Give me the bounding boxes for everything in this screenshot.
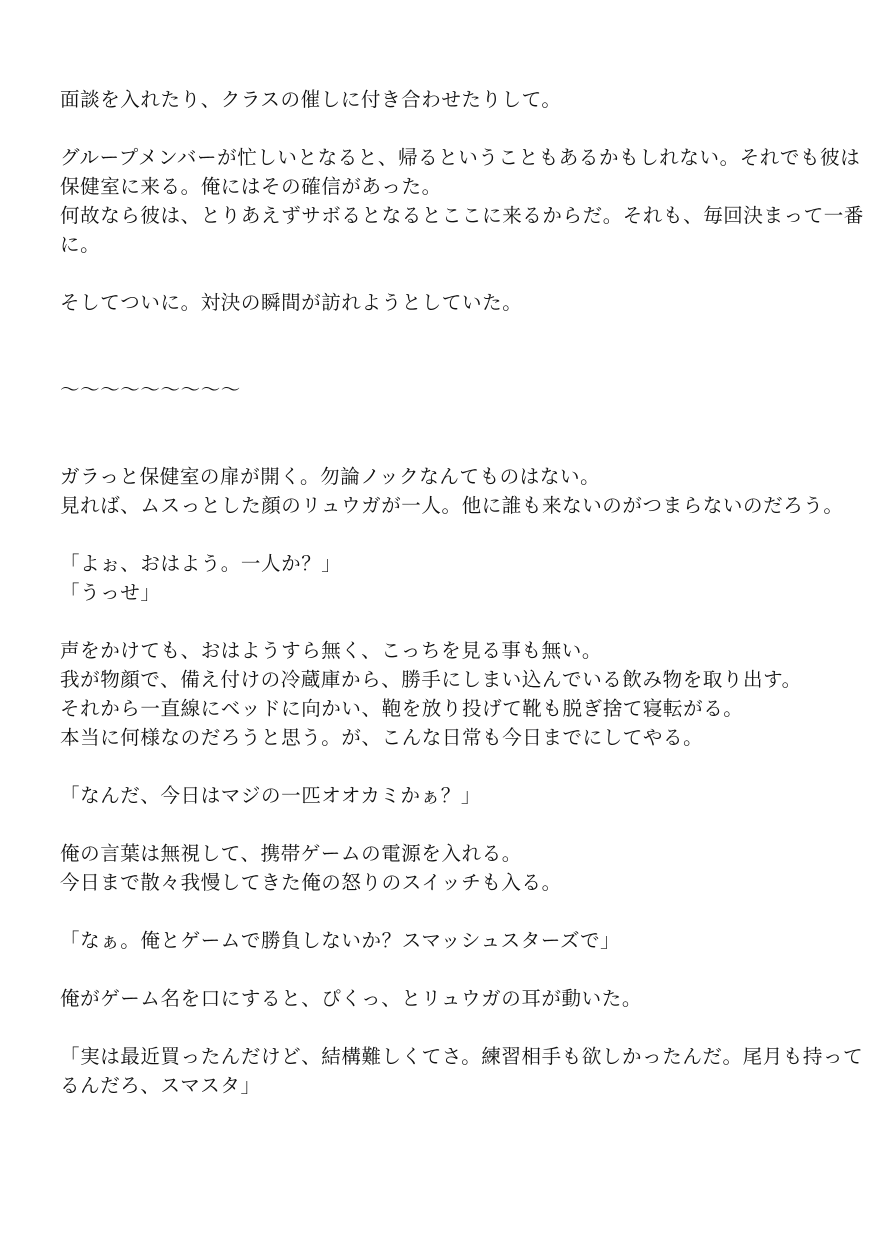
text-line: 我が物顔で、備え付けの冷蔵庫から、勝手にしまい込んでいる飲み物を取り出す。 <box>60 668 802 691</box>
text-line: そしてついに。対決の瞬間が訪れようとしていた。 <box>60 291 523 314</box>
text-line: ガラっと保健室の扉が開く。勿論ノックなんてものはない。 <box>60 465 601 488</box>
dialogue-line: 「よぉ、おはよう。一人か？」 <box>60 552 342 575</box>
text-line: 見れば、ムスっとした顔のリュウガが一人。他に誰も来ないのがつまらないのだろう。 <box>60 494 844 517</box>
dialogue-line: るんだろ、スマスタ」 <box>60 1074 261 1097</box>
text-line: 俺の言葉は無視して、携帯ゲームの電源を入れる。 <box>60 842 522 865</box>
text-line: グループメンバーが忙しいとなると、帰るということもあるかもしれない。それでも彼は <box>60 146 861 169</box>
text-line: 何故なら彼は、とりあえずサボるとなるとここに来るからだ。それも、毎回決まって一番 <box>60 204 865 227</box>
text-line: 保健室に来る。俺にはその確信があった。 <box>60 175 442 198</box>
text-line: に。 <box>60 233 101 256</box>
text-line: 本当に何様なのだろうと思う。が、こんな日常も今日までにしてやる。 <box>60 726 704 749</box>
text-line: 声をかけても、おはようすら無く、こっちを見る事も無い。 <box>60 639 602 662</box>
text-line: それから一直線にベッドに向かい、鞄を放り投げて靴も脱ぎ捨て寝転がる。 <box>60 697 744 720</box>
dialogue-line: 「なんだ、今日はマジの一匹オオカミかぁ？」 <box>60 784 481 807</box>
dialogue-line: 「うっせ」 <box>60 581 161 604</box>
dialogue-line: 「実は最近買ったんだけど、結構難しくてさ。練習相手も欲しかったんだ。尾月も持って <box>60 1045 864 1068</box>
text-line: 俺がゲーム名を口にすると、ぴくっ、とリュウガの耳が動いた。 <box>60 987 642 1010</box>
text-line: 面談を入れたり、クラスの催しに付き合わせたりして。 <box>60 88 562 111</box>
text-line: 今日まで散々我慢してきた俺の怒りのスイッチも入る。 <box>60 871 562 894</box>
separator-line: 〜〜〜〜〜〜〜〜〜 <box>60 378 241 401</box>
dialogue-line: 「なぁ。俺とゲームで勝負しないか？スマッシュスターズで」 <box>60 929 621 952</box>
